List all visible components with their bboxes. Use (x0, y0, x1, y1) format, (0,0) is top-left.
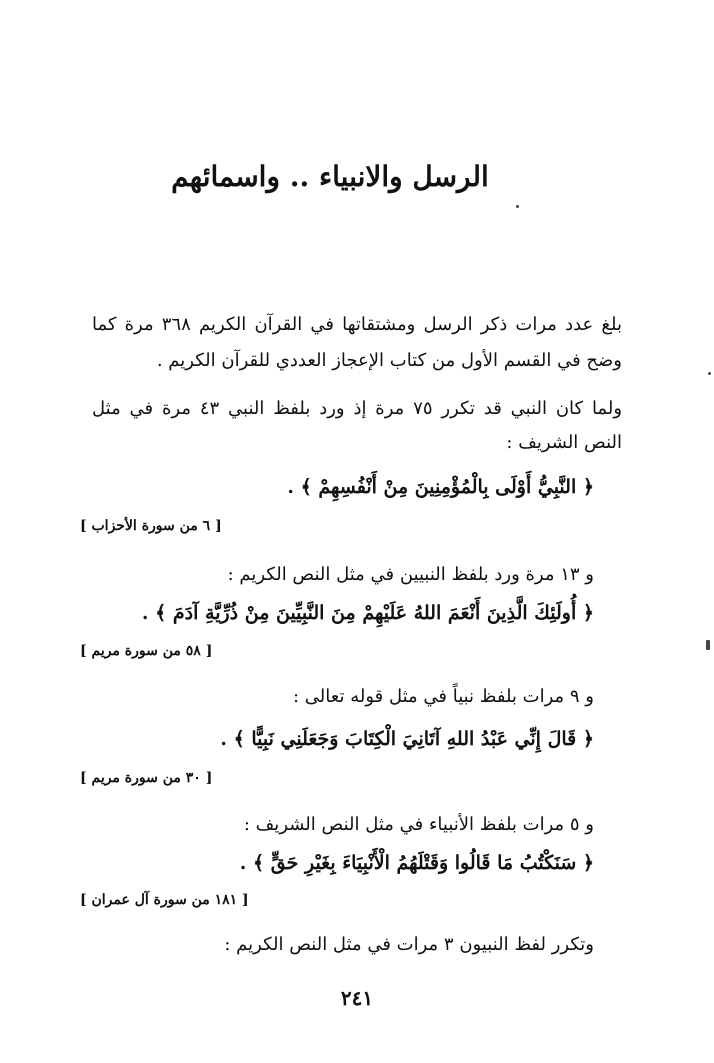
print-speck (708, 372, 711, 375)
verse-4-reference: [ ١٨١ من سورة آل عمران ] (80, 892, 249, 908)
verse-1: ﴿ النَّبِيُّ أَوْلَى بِالْمُؤْمِنِينَ مِنْ أَنْفُسِهِمْ ﴾ . (287, 476, 594, 498)
verse-1-reference: [ ٦ من سورة الأحزاب ] (80, 518, 222, 534)
verse-3: ﴿ قَالَ إِنِّي عَبْدُ اللهِ آتَانِيَ الْكِتَابَ وَجَعَلَنِي نَبِيًّا ﴾ . (220, 728, 594, 750)
paragraph-1-line-2: وضح في القسم الأول من كتاب الإعجاز العددي للقرآن الكريم . (156, 350, 622, 371)
verse-4-intro: و ٥ مرات بلفظ الأنبياء في مثل النص الشريف : (243, 814, 594, 835)
verse-3-reference: [ ٣٠ من سورة مريم ] (80, 770, 213, 786)
closing-line: وتكرر لفظ النبيون ٣ مرات في مثل النص الكريم : (224, 934, 594, 955)
print-speck (706, 640, 710, 650)
print-speck (516, 205, 519, 208)
verse-2: ﴿ أُولَئِكَ الَّذِينَ أَنْعَمَ اللهُ عَلَيْهِمْ مِنَ النَّبِيِّينَ مِنْ ذُرِّيَّةِ آدَمَ ﴾ . (141, 602, 594, 624)
paragraph-2-line-1: ولما كان النبي قد تكرر ٧٥ مرة إذ ورد بلفظ النبي ٤٣ مرة في مثل (92, 398, 623, 419)
paragraph-1-line-1: بلغ عدد مرات ذكر الرسل ومشتقاتها في القرآن الكريم ٣٦٨ مرة كما (92, 314, 622, 335)
verse-4: ﴿ سَنَكْتُبُ مَا قَالُوا وَقَتْلَهُمُ الْأَنْبِيَاءَ بِغَيْرِ حَقٍّ ﴾ . (239, 852, 594, 874)
verse-3-intro: و ٩ مرات بلفظ نبياً في مثل قوله تعالى : (293, 686, 594, 707)
page-title: الرسل والانبياء .. واسمائهم (171, 160, 489, 193)
paragraph-2-line-2: النص الشريف : (506, 432, 622, 453)
page-number: ٢٤١ (340, 986, 374, 1010)
verse-2-intro: و ١٣ مرة ورد بلفظ النبيين في مثل النص الكريم : (227, 564, 594, 585)
verse-2-reference: [ ٥٨ من سورة مريم ] (80, 643, 213, 659)
